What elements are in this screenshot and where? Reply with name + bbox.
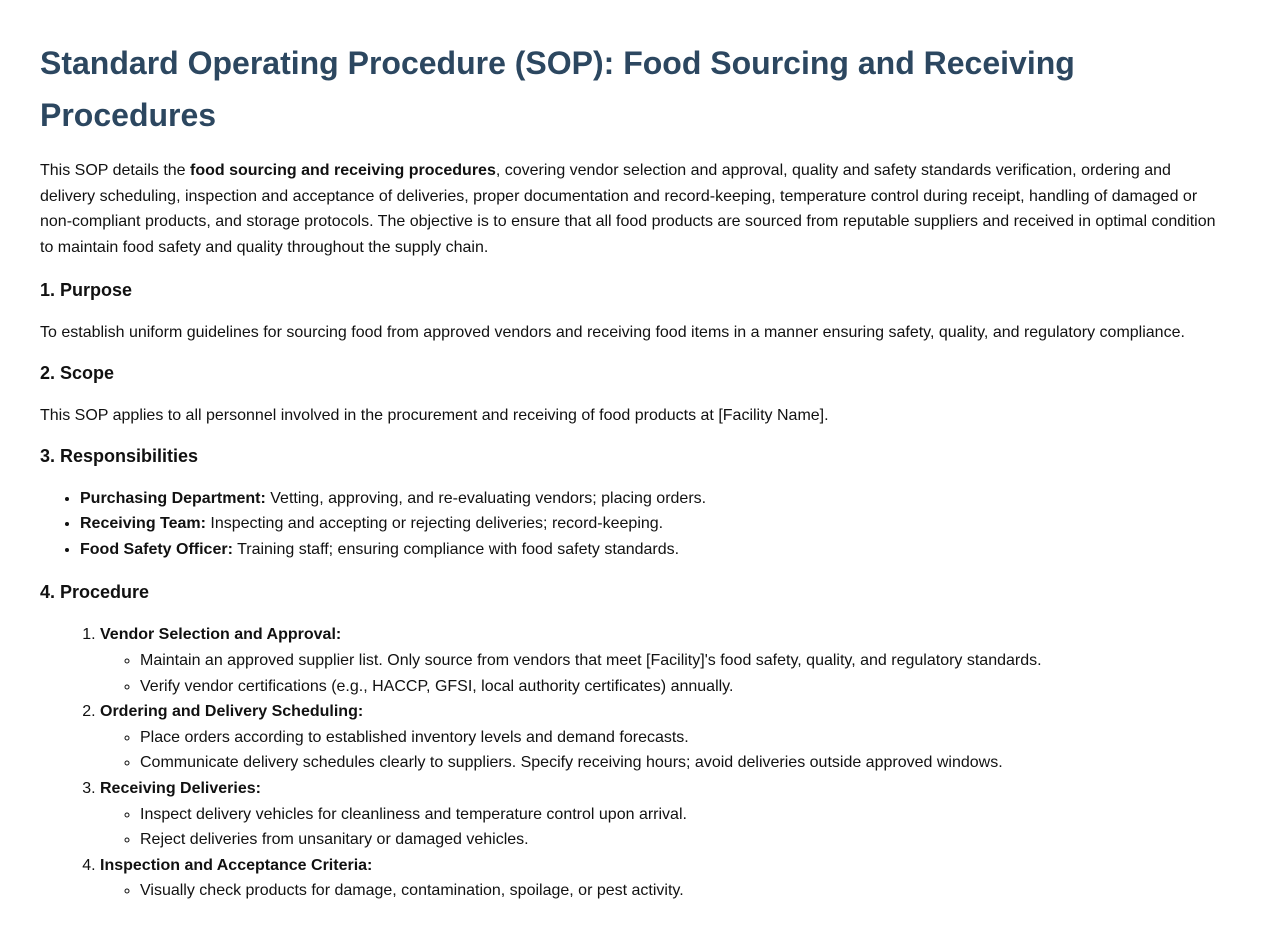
section-heading-purpose: 1. Purpose: [40, 280, 133, 301]
section-heading-procedure: 4. Procedure: [40, 582, 150, 603]
step-substeps: [100, 648, 1223, 699]
procedure-steps: [40, 622, 1223, 904]
procedure-step: [100, 699, 1223, 776]
intro-text-before: This SOP details the: [40, 162, 190, 179]
list-item: [80, 537, 1223, 563]
section-heading-scope: 2. Scope: [40, 362, 115, 383]
intro-paragraph: [40, 158, 1223, 260]
list-item: [80, 511, 1223, 537]
role-label: Receiving Team:: [80, 515, 206, 533]
step-title: Ordering and Delivery Scheduling:: [100, 703, 364, 721]
list-item: ◦ Verify vendor certifications (e.g., HACCP, GFSI, local authority certificates) annually.: [140, 674, 1223, 700]
procedure-step: [100, 853, 1223, 904]
step-title: Inspection and Acceptance Criteria:: [100, 856, 373, 874]
intro-text-bold: food sourcing and receiving procedures: [190, 162, 496, 179]
list-item: [80, 486, 1223, 512]
list-item: ◦ Inspect delivery vehicles for cleanliness and temperature control upon arrival.: [140, 802, 1223, 828]
list-item: ◦ Reject deliveries from unsanitary or damaged vehicles.: [140, 827, 1223, 853]
role-description: Inspecting and accepting or rejecting deliveries; record-keeping.: [205, 515, 664, 533]
procedure-step: [100, 622, 1223, 699]
list-item: ◦ Maintain an approved supplier list. Only source from vendors that meet [Facility]'s food safety, quality, and regulatory standards.: [140, 648, 1223, 674]
scope-text: This SOP applies to all personnel involved in the procurement and receiving of food products at [Facility Name].: [40, 406, 829, 424]
role-description: Training staff; ensuring compliance with food safety standards.: [232, 540, 680, 558]
list-item: ◦ Visually check products for damage, contamination, spoilage, or pest activity.: [140, 878, 1223, 904]
purpose-text: To establish uniform guidelines for sourcing food from approved vendors and receiving food items in a manner ensuring safety, quality, and regulatory compliance.: [40, 324, 1185, 342]
role-label: Food Safety Officer:: [80, 540, 233, 558]
section-heading-responsibilities: 3. Responsibilities: [40, 445, 199, 466]
step-substeps: [100, 802, 1223, 853]
list-item: ◦ Communicate delivery schedules clearly to suppliers. Specify receiving hours; avoid deliveries outside approved windows.: [140, 750, 1223, 776]
procedure-step: [100, 776, 1223, 853]
intro-text-after: , covering vendor selection and approval, quality and safety standards verification, ordering and delivery scheduling, inspection and acceptance of deliveries, proper documentation and record-keeping, temperature control during receipt, handling of damaged or non-compliant products, and storage protocols. The objective is to ensure that all food products are sourced from reputable suppliers and received in optimal condition to maintain food safety and quality throughout the supply chain.: [40, 162, 1216, 256]
responsibilities-list: [40, 486, 1223, 563]
role-description: Vetting, approving, and re-evaluating vendors; placing orders.: [265, 489, 707, 507]
step-substeps: [100, 878, 1223, 904]
page-title: Standard Operating Procedure (SOP): Food Sourcing and Receiving Procedures: [40, 45, 1075, 133]
role-label: Purchasing Department:: [80, 489, 266, 507]
step-title: Receiving Deliveries:: [100, 779, 261, 797]
step-substeps: [100, 725, 1223, 776]
step-title: Vendor Selection and Approval:: [100, 626, 342, 644]
list-item: ◦ Place orders according to established inventory levels and demand forecasts.: [140, 725, 1223, 751]
